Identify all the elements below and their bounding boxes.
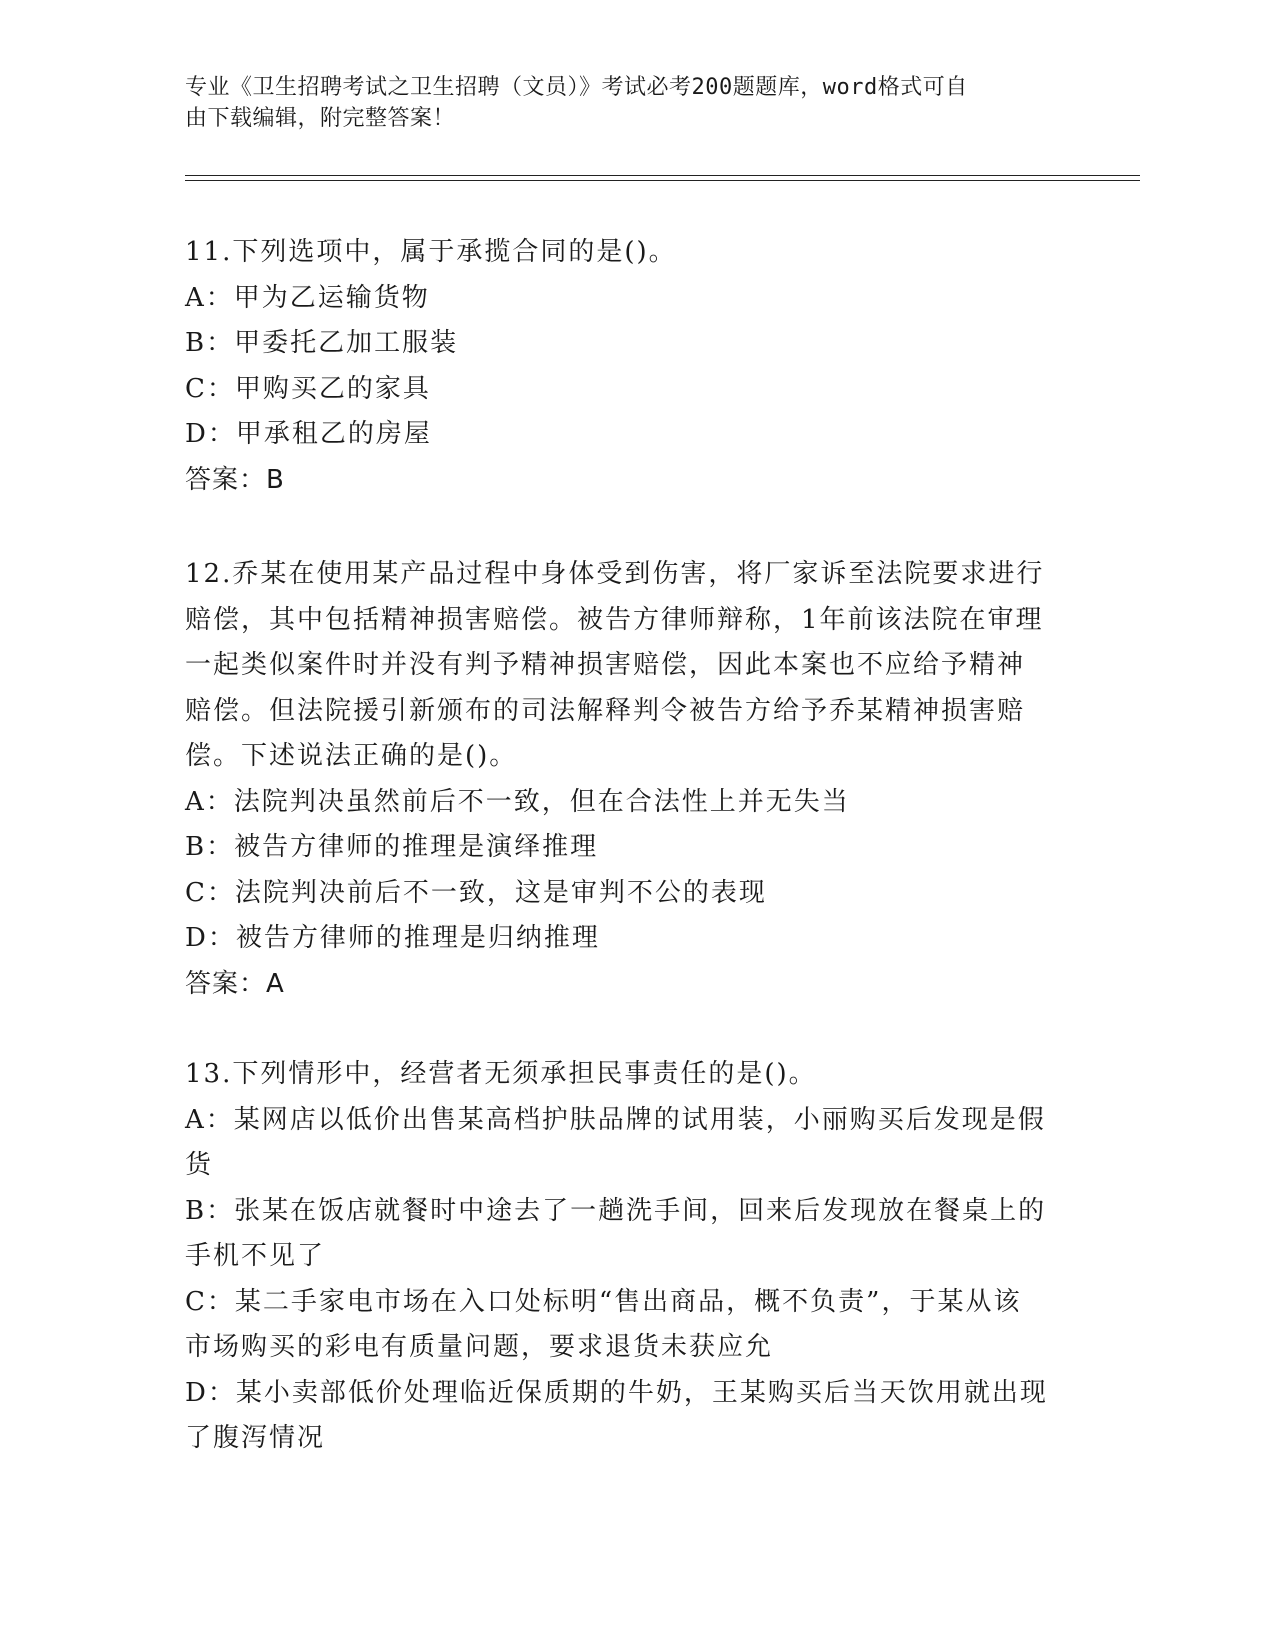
question-stem-line: 12.乔某在使用某产品过程中身体受到伤害，将厂家诉至法院要求进行 bbox=[185, 559, 1045, 589]
question-stem-line: 一起类似案件时并没有判予精神损害赔偿，因此本案也不应给予精神 bbox=[185, 650, 1026, 680]
question-13 bbox=[185, 1052, 1065, 1462]
option-d: D：某小卖部低价处理临近保质期的牛奶，王某购买后当天饮用就出现 bbox=[185, 1377, 1048, 1408]
header-divider-top bbox=[185, 175, 1140, 176]
document-header bbox=[185, 72, 1065, 134]
option-d: D：甲承租乙的房屋 bbox=[185, 419, 432, 449]
option-b: B：张某在饭店就餐时中途去了一趟洗手间，回来后发现放在餐桌上的 bbox=[185, 1195, 1047, 1226]
option-b: B：甲委托乙加工服装 bbox=[185, 328, 459, 358]
option-d-continued: 了腹泻情况 bbox=[185, 1423, 326, 1453]
question-stem-line: 偿。下述说法正确的是()。 bbox=[185, 741, 518, 771]
option-a-continued: 货 bbox=[185, 1150, 214, 1180]
option-c-continued: 市场购买的彩电有质量问题，要求退货未获应允 bbox=[185, 1332, 774, 1362]
question-stem-line: 11.下列选项中，属于承揽合同的是()。 bbox=[185, 237, 677, 267]
question-stem-line: 赔偿。但法院援引新颁布的司法解释判令被告方给予乔某精神损害赔 bbox=[185, 695, 1026, 726]
option-a: A：某网店以低价出售某高档护肤品牌的试用装，小丽购买后发现是假 bbox=[185, 1104, 1046, 1135]
option-c: C：甲购买乙的家具 bbox=[185, 373, 431, 404]
option-d: D：被告方律师的推理是归纳推理 bbox=[185, 923, 600, 953]
question-stem-line: 13.下列情形中，经营者无须承担民事责任的是()。 bbox=[185, 1059, 817, 1089]
option-a: A：法院判决虽然前后不一致，但在合法性上并无失当 bbox=[185, 786, 850, 817]
option-a: A：甲为乙运输货物 bbox=[185, 282, 430, 313]
header-line-1: 专业《卫生招聘考试之卫生招聘（文员）》考试必考200题题库，word格式可自 bbox=[185, 75, 968, 100]
question-11 bbox=[185, 230, 1065, 503]
answer-label: 答案：B bbox=[185, 464, 285, 495]
option-b-continued: 手机不见了 bbox=[185, 1241, 326, 1271]
header-line-2: 由下载编辑，附完整答案！ bbox=[185, 106, 456, 131]
option-c: C：某二手家电市场在入口处标明“售出商品，概不负责”，于某从该 bbox=[185, 1286, 1022, 1317]
question-stem-line: 赔偿，其中包括精神损害赔偿。被告方律师辩称，1年前该法院在审理 bbox=[185, 604, 1044, 635]
option-b: B：被告方律师的推理是演绎推理 bbox=[185, 832, 599, 862]
header-divider-bottom bbox=[185, 180, 1140, 181]
answer-label: 答案：A bbox=[185, 968, 285, 999]
question-12 bbox=[185, 552, 1065, 1007]
option-c: C：法院判决前后不一致，这是审判不公的表现 bbox=[185, 877, 767, 908]
